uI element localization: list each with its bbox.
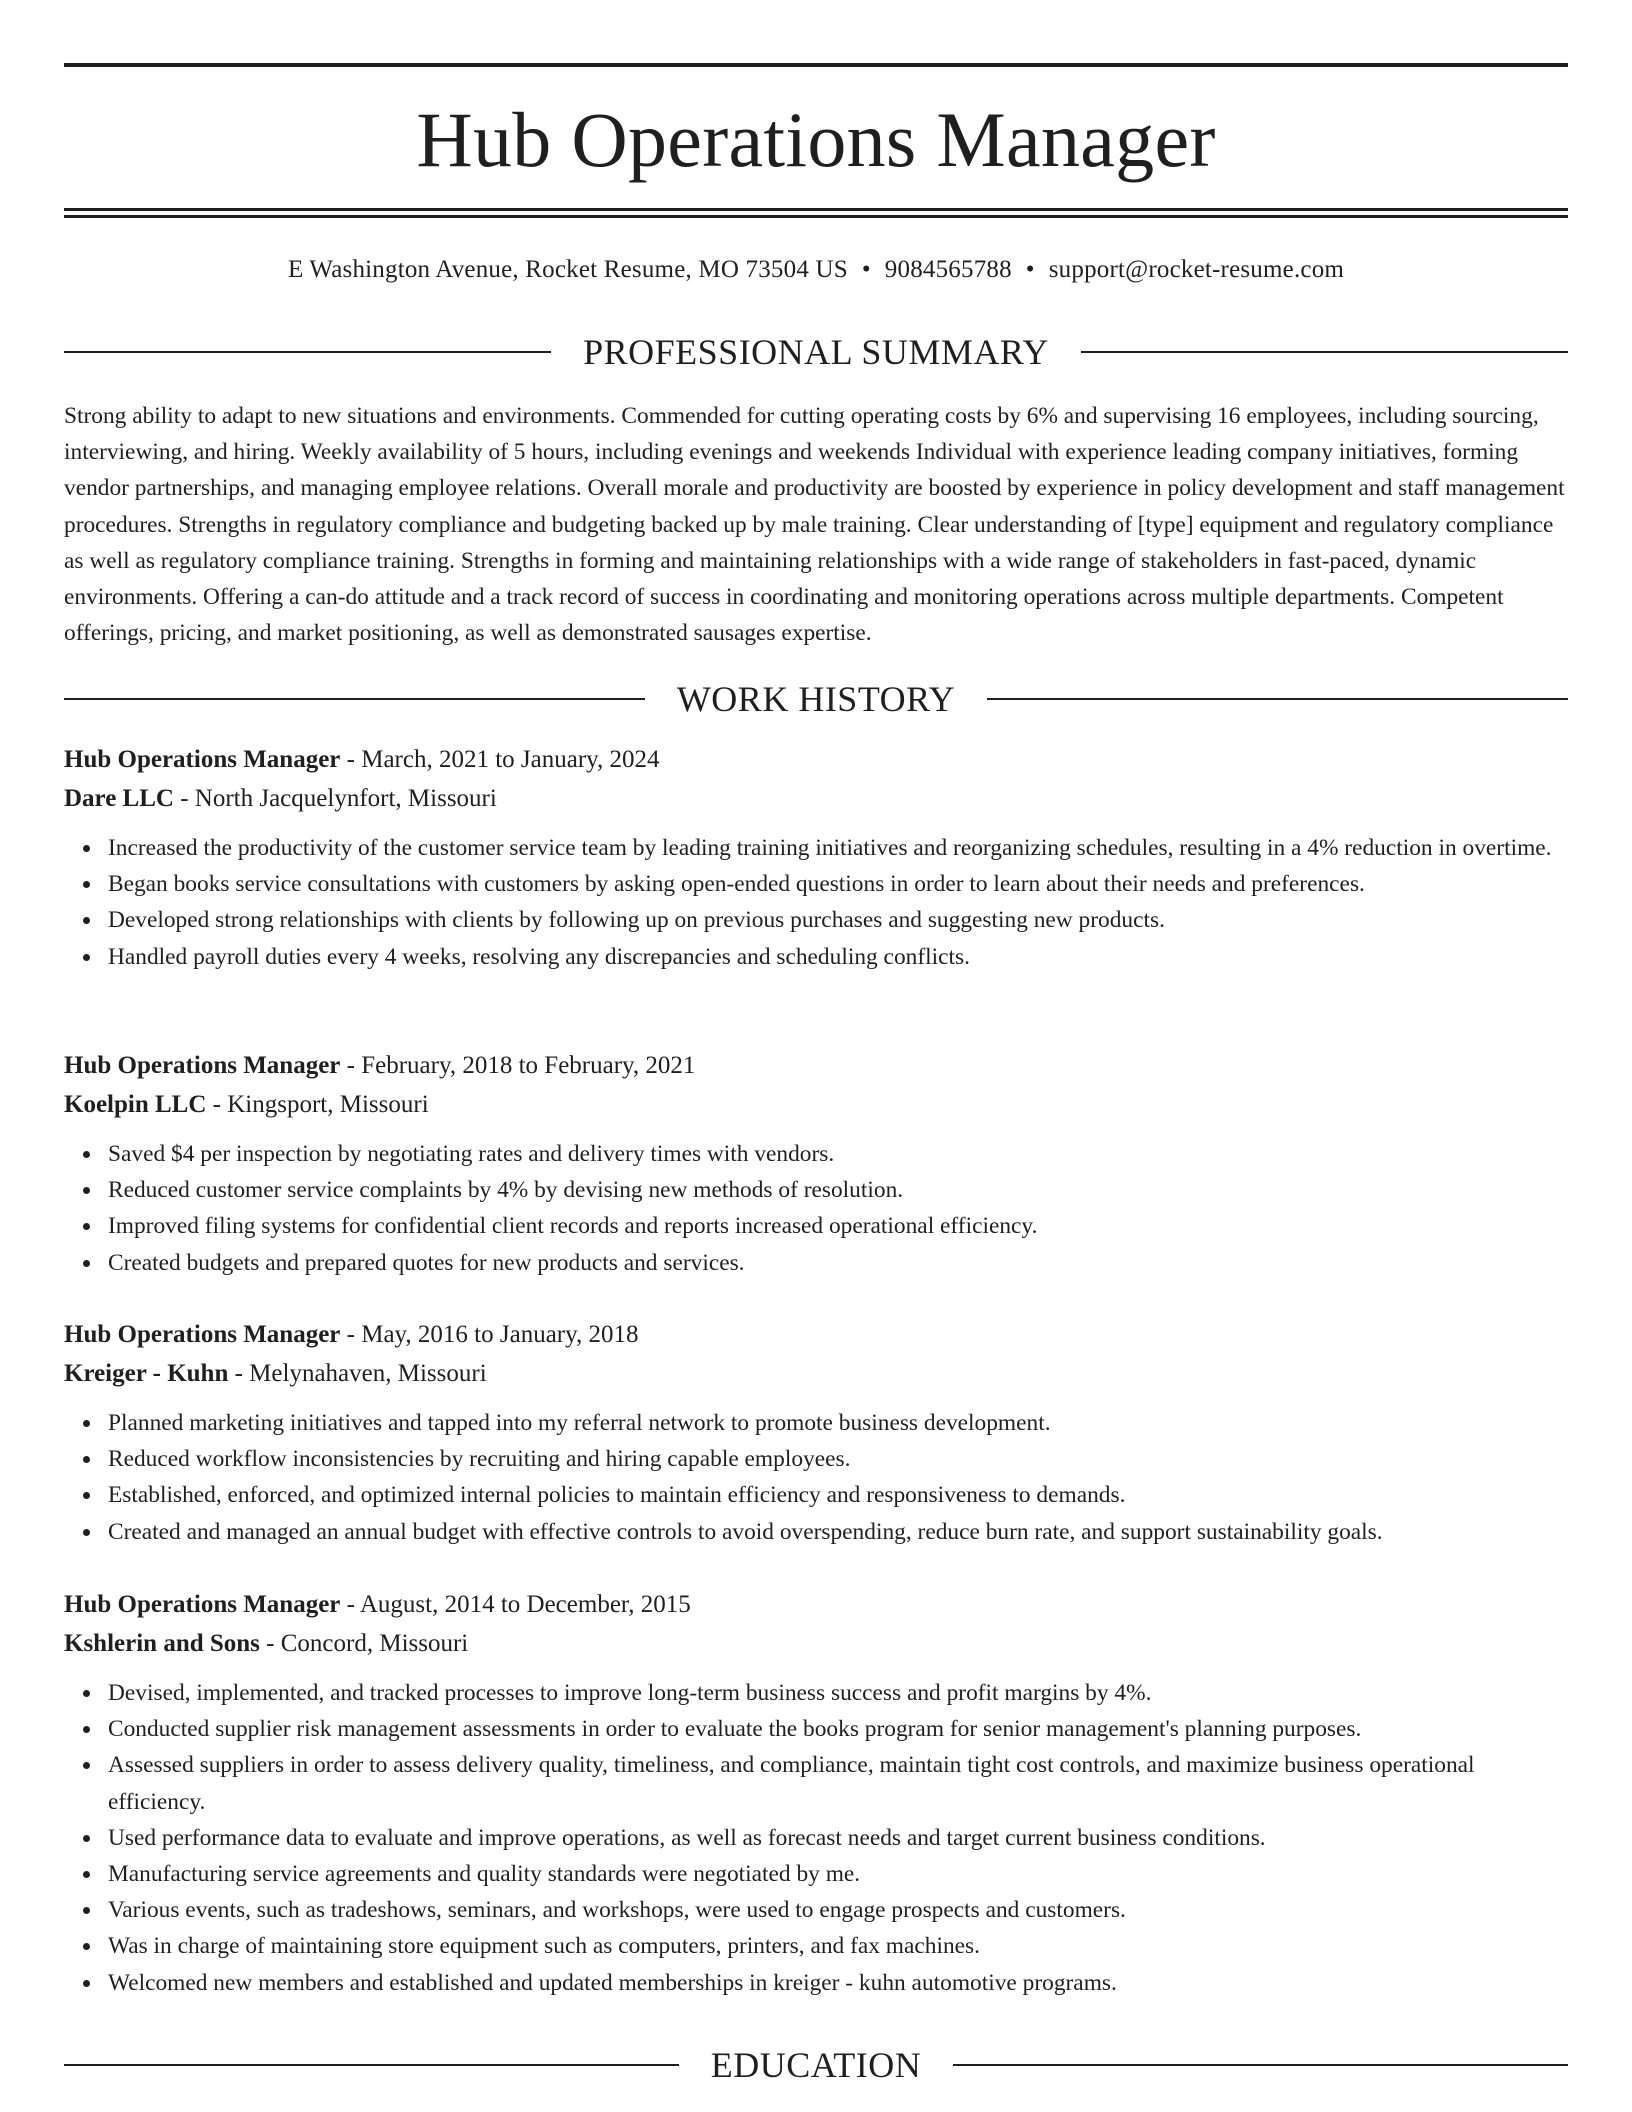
job-location: - Concord, Missouri <box>259 1629 469 1657</box>
contact-address: E Washington Avenue, Rocket Resume, MO 73504 US <box>287 256 848 283</box>
job-bullet: Created and managed an annual budget with effective controls to avoid overspending, reduce burn rate, and support sustainability goals. <box>108 1514 1568 1550</box>
job-bullet-list <box>64 1675 1568 2001</box>
job-entry <box>64 1586 1568 2001</box>
job-bullet: Improved filing systems for confidential client records and reports increased operational efficiency. <box>108 1208 1568 1244</box>
job-entry <box>64 1047 1568 1281</box>
job-bullet: Manufacturing service agreements and quality standards were negotiated by me. <box>108 1856 1568 1892</box>
job-title-line <box>64 1047 1568 1086</box>
job-bullet: Established, enforced, and optimized internal policies to maintain efficiency and responsiveness to demands. <box>108 1477 1568 1513</box>
job-entry <box>64 741 1568 975</box>
candidate-name: Hub Operations Manager <box>416 96 1216 183</box>
job-bullet: Saved $4 per inspection by negotiating rates and delivery times with vendors. <box>108 1136 1568 1172</box>
job-title-line <box>64 1316 1568 1355</box>
job-title: Hub Operations Manager <box>64 1591 341 1618</box>
contact-separator: • <box>1025 256 1035 283</box>
section-rule-right <box>987 698 1568 700</box>
job-bullet: Devised, implemented, and tracked processes to improve long-term business success and profit margins by 4%. <box>108 1675 1568 1711</box>
job-bullet-list <box>64 1405 1568 1550</box>
job-bullet: Created budgets and prepared quotes for new products and services. <box>108 1245 1568 1281</box>
section-title-summary: PROFESSIONAL SUMMARY <box>583 332 1049 372</box>
header-double-rule-lower <box>64 215 1568 218</box>
job-title: Hub Operations Manager <box>64 1052 341 1079</box>
job-dates: - May, 2016 to January, 2018 <box>340 1321 639 1348</box>
job-title-line <box>64 741 1568 780</box>
job-dates: - March, 2021 to January, 2024 <box>340 746 660 773</box>
section-header-work-history <box>64 677 1568 721</box>
contact-line <box>64 254 1568 286</box>
section-rule-left <box>64 2064 679 2066</box>
job-company-line <box>64 780 1568 819</box>
job-title: Hub Operations Manager <box>64 1321 341 1348</box>
job-bullet: Increased the productivity of the customer service team by leading training initiatives and reorganizing schedules, resulting in a 4% reduction in overtime. <box>108 830 1568 866</box>
job-title-line <box>64 1586 1568 1625</box>
contact-email: support@rocket-resume.com <box>1048 256 1345 283</box>
job-bullet: Developed strong relationships with clients by following up on previous purchases and suggesting new products. <box>108 902 1568 938</box>
section-title-education: EDUCATION <box>710 2045 922 2085</box>
section-header-summary <box>64 330 1568 374</box>
job-title: Hub Operations Manager <box>64 746 341 773</box>
job-bullet: Was in charge of maintaining store equipment such as computers, printers, and fax machines. <box>108 1928 1568 1964</box>
section-rule-right <box>1081 351 1568 353</box>
job-company-line <box>64 1086 1568 1125</box>
job-company-line <box>64 1625 1568 1664</box>
job-dates: - August, 2014 to December, 2015 <box>340 1591 691 1618</box>
job-company: Kshlerin and Sons <box>64 1629 260 1657</box>
job-bullet-list <box>64 830 1568 975</box>
job-bullet: Used performance data to evaluate and improve operations, as well as forecast needs and target current business conditions. <box>108 1820 1568 1856</box>
job-dates: - February, 2018 to February, 2021 <box>340 1052 696 1079</box>
section-rule-right <box>953 2064 1568 2066</box>
job-bullet: Assessed suppliers in order to assess delivery quality, timeliness, and compliance, maintain tight cost controls, and maximize business operational efficiency. <box>108 1747 1568 1819</box>
job-bullet: Various events, such as tradeshows, seminars, and workshops, were used to engage prospects and customers. <box>108 1892 1568 1928</box>
section-rule-left <box>64 351 551 353</box>
job-bullet: Welcomed new members and established and updated memberships in kreiger - kuhn automotive programs. <box>108 1965 1568 2001</box>
contact-separator: • <box>861 256 871 283</box>
job-bullet-list <box>64 1136 1568 1281</box>
job-bullet: Planned marketing initiatives and tapped into my referral network to promote business development. <box>108 1405 1568 1441</box>
job-bullet: Reduced customer service complaints by 4% by devising new methods of resolution. <box>108 1172 1568 1208</box>
section-rule-left <box>64 698 645 700</box>
contact-phone: 9084565788 <box>884 256 1012 283</box>
job-company: Dare LLC <box>64 784 174 812</box>
section-header-education <box>64 2043 1568 2087</box>
job-location: - Melynahaven, Missouri <box>228 1359 487 1387</box>
job-location: - Kingsport, Missouri <box>206 1090 429 1118</box>
job-bullet: Began books service consultations with customers by asking open-ended questions in order to learn about their needs and preferences. <box>108 866 1568 902</box>
professional-summary-text: Strong ability to adapt to new situations and environments. Commended for cutting operating costs by 6% and supervising 16 employees, including sourcing, interviewing, and hiring. Weekly availability of 5 hours, including evenings and weekends Individual with experience leading company initiatives, forming vendor partnerships, and managing employee relations. Overall morale and productivity are boosted by experience in policy development and staff management procedures. Strengths in regulatory compliance and budgeting backed up by male training. Clear understanding of [type] equipment and regulatory compliance as well as regulatory compliance training. Strengths in forming and maintaining relationships with a wide range of stakeholders in fast-paced, dynamic environments. Offering a can-do attitude and a track record of success in coordinating and monitoring operations across multiple departments. Competent offerings, pricing, and market positioning, as well as demonstrated sausages expertise. <box>64 403 1565 647</box>
job-location: - North Jacquelynfort, Missouri <box>173 784 497 812</box>
job-bullet: Handled payroll duties every 4 weeks, resolving any discrepancies and scheduling conflicts. <box>108 939 1568 975</box>
job-entry <box>64 1316 1568 1550</box>
job-company: Koelpin LLC <box>64 1090 207 1118</box>
section-title-work-history: WORK HISTORY <box>676 679 956 719</box>
job-bullet: Conducted supplier risk management assessments in order to evaluate the books program for senior management's planning purposes. <box>108 1711 1568 1747</box>
job-bullet: Reduced workflow inconsistencies by recruiting and hiring capable employees. <box>108 1441 1568 1477</box>
top-rule <box>64 63 1568 67</box>
job-company: Kreiger - Kuhn <box>64 1359 229 1387</box>
job-company-line <box>64 1355 1568 1394</box>
header-double-rule-upper <box>64 208 1568 211</box>
